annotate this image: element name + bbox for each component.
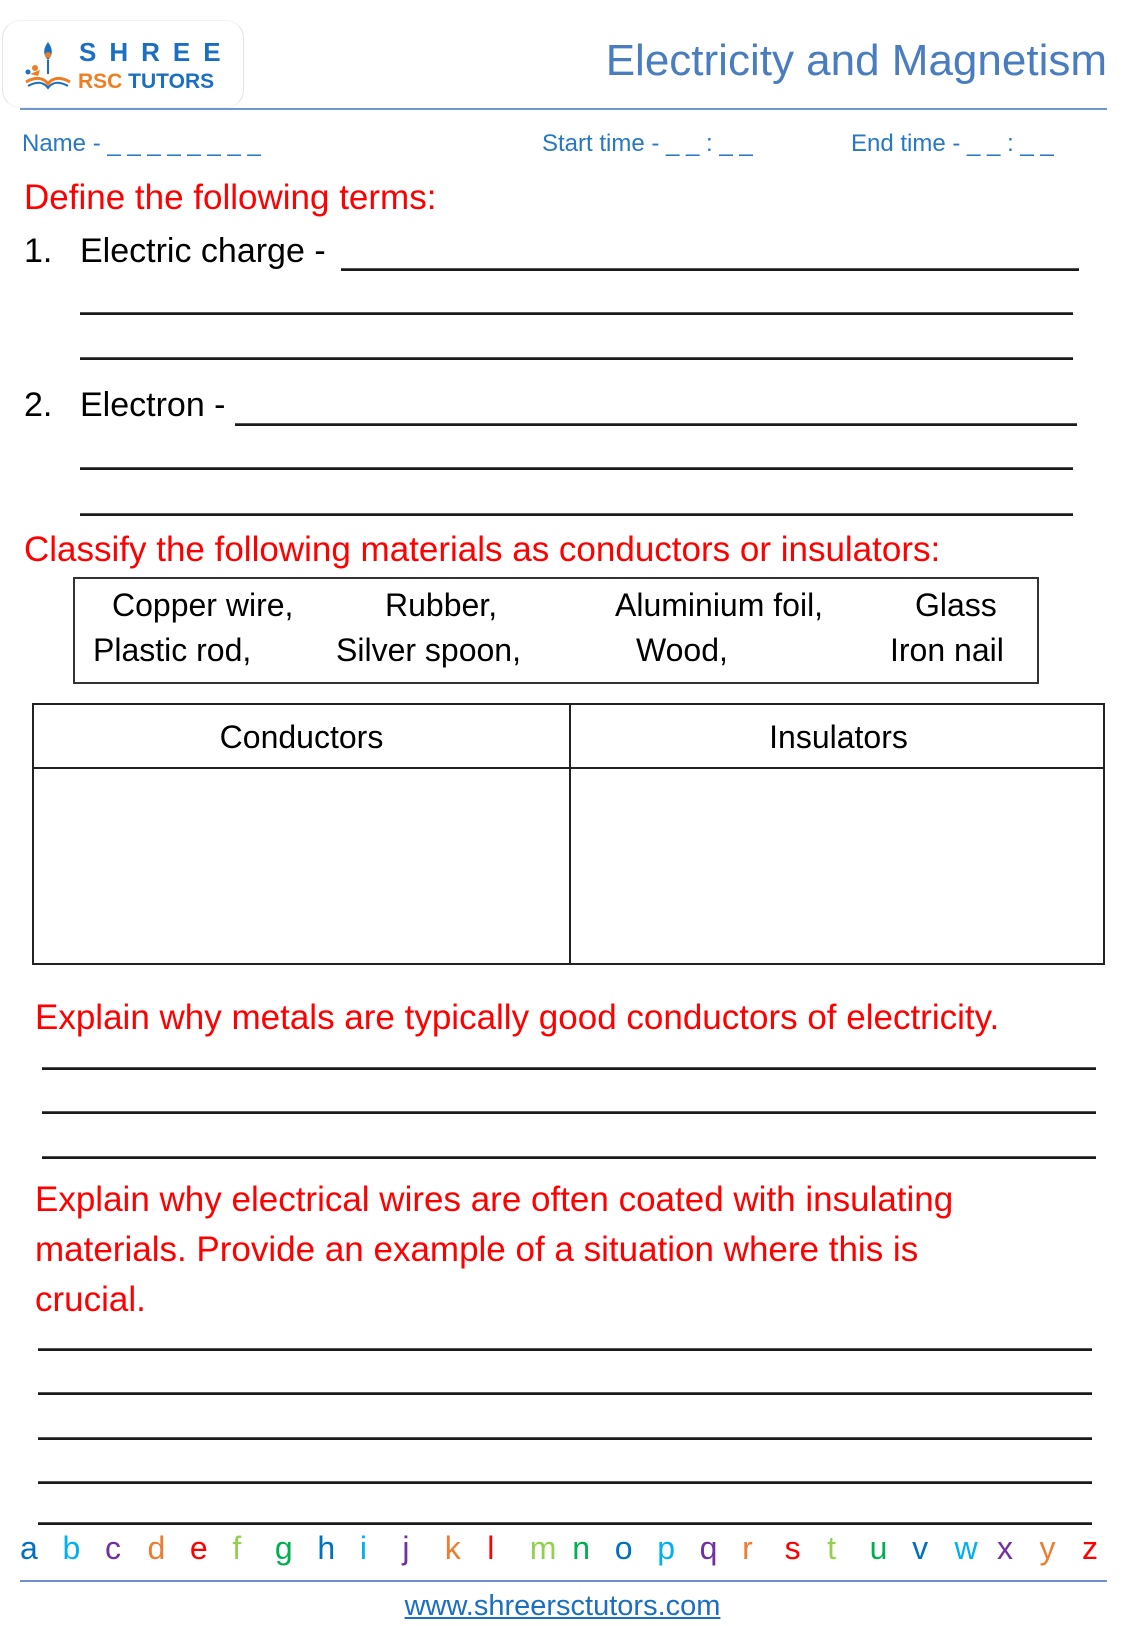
insulators-answer-cell[interactable] bbox=[571, 769, 1105, 963]
word-iron-nail: Iron nail bbox=[890, 632, 1004, 668]
logo-book-flame-icon bbox=[22, 38, 74, 90]
question-metals-conductors: Explain why metals are typically good conductors of electricity. bbox=[35, 998, 1000, 1037]
word-rubber: Rubber, bbox=[385, 587, 498, 623]
alphabet-letter-z: z bbox=[1082, 1530, 1098, 1566]
answer-line[interactable] bbox=[38, 1522, 1092, 1525]
alphabet-letter-b: b bbox=[62, 1530, 81, 1566]
alphabet-letter-o: o bbox=[614, 1530, 633, 1566]
word-glass: Glass bbox=[915, 587, 997, 623]
footer-divider bbox=[20, 1580, 1107, 1582]
alphabet-letter-m: m bbox=[529, 1530, 557, 1566]
alphabet-letter-w: w bbox=[954, 1530, 978, 1566]
answer-line[interactable] bbox=[42, 1067, 1096, 1070]
footer-website-link[interactable]: www.shreersctutors.com bbox=[404, 1590, 721, 1622]
answer-line[interactable] bbox=[38, 1392, 1092, 1395]
alphabet-letter-g: g bbox=[274, 1530, 293, 1566]
alphabet-letter-v: v bbox=[912, 1530, 929, 1566]
worksheet-title: Electricity and Magnetism bbox=[605, 36, 1107, 85]
alphabet-letter-u: u bbox=[869, 1530, 888, 1566]
answer-line[interactable] bbox=[42, 1111, 1096, 1114]
alphabet-letter-l: l bbox=[487, 1530, 495, 1566]
question-insulated-wires-line-2: materials. Provide an example of a situation where this is bbox=[35, 1230, 919, 1269]
conductors-answer-cell[interactable] bbox=[34, 769, 569, 963]
word-copper-wire: Copper wire, bbox=[112, 587, 294, 623]
header-divider bbox=[20, 108, 1107, 110]
answer-line[interactable] bbox=[38, 1481, 1092, 1484]
alphabet-letter-k: k bbox=[444, 1530, 461, 1566]
term-electron: Electron - bbox=[80, 386, 226, 424]
alphabet-letter-r: r bbox=[742, 1530, 753, 1566]
section-heading-classify: Classify the following materials as conductors or insulators: bbox=[24, 530, 941, 569]
item-number-1: 1. bbox=[24, 232, 53, 270]
alphabet-letter-j: j bbox=[402, 1530, 410, 1566]
classification-table bbox=[32, 703, 1105, 965]
alphabet-letter-x: x bbox=[997, 1530, 1014, 1566]
logo-tutors: TUTORS bbox=[122, 70, 215, 93]
answer-line[interactable] bbox=[80, 513, 1073, 516]
item-number-2: 2. bbox=[24, 386, 53, 424]
word-silver-spoon: Silver spoon, bbox=[336, 632, 521, 668]
section-heading-define: Define the following terms: bbox=[24, 178, 437, 217]
answer-line[interactable] bbox=[42, 1156, 1096, 1159]
table-header-insulators: Insulators bbox=[769, 719, 908, 755]
logo-text-shree: SHREE bbox=[79, 37, 234, 67]
question-insulated-wires-line-3: crucial. bbox=[35, 1280, 146, 1319]
table-header-conductors: Conductors bbox=[219, 719, 384, 755]
answer-line[interactable] bbox=[38, 1348, 1092, 1351]
end-time-field[interactable]: End time - _ _ : _ _ bbox=[851, 130, 1054, 157]
alphabet-letter-d: d bbox=[147, 1530, 166, 1566]
start-time-field[interactable]: Start time - _ _ : _ _ bbox=[542, 130, 753, 157]
alphabet-letter-n: n bbox=[572, 1530, 591, 1566]
answer-line[interactable] bbox=[80, 312, 1073, 315]
alphabet-letter-a: a bbox=[20, 1530, 38, 1566]
word-aluminium-foil: Aluminium foil, bbox=[615, 587, 824, 623]
alphabet-letter-f: f bbox=[232, 1530, 242, 1566]
alphabet-letter-e: e bbox=[189, 1530, 208, 1566]
answer-line[interactable] bbox=[38, 1437, 1092, 1440]
alphabet-letter-c: c bbox=[104, 1530, 121, 1566]
alphabet-letter-t: t bbox=[827, 1530, 836, 1566]
alphabet-letter-i: i bbox=[359, 1530, 367, 1566]
question-insulated-wires-line-1: Explain why electrical wires are often coated with insulating bbox=[35, 1180, 954, 1219]
word-wood: Wood, bbox=[636, 632, 728, 668]
alphabet-letter-p: p bbox=[657, 1530, 675, 1566]
alphabet-letter-s: s bbox=[784, 1530, 801, 1566]
name-field[interactable]: Name - _ _ _ _ _ _ _ _ bbox=[22, 130, 261, 157]
alphabet-letter-y: y bbox=[1039, 1530, 1056, 1566]
answer-line[interactable] bbox=[341, 268, 1079, 271]
answer-line[interactable] bbox=[80, 467, 1073, 470]
logo-text-rsc-tutors bbox=[78, 70, 214, 94]
alphabet-letter-h: h bbox=[317, 1530, 336, 1566]
answer-line[interactable] bbox=[235, 423, 1077, 426]
answer-line[interactable] bbox=[80, 357, 1073, 360]
logo-rsc: RSC bbox=[78, 70, 123, 93]
term-electric-charge: Electric charge - bbox=[80, 232, 326, 270]
alphabet-letter-q: q bbox=[699, 1530, 718, 1566]
word-plastic-rod: Plastic rod, bbox=[93, 632, 252, 668]
